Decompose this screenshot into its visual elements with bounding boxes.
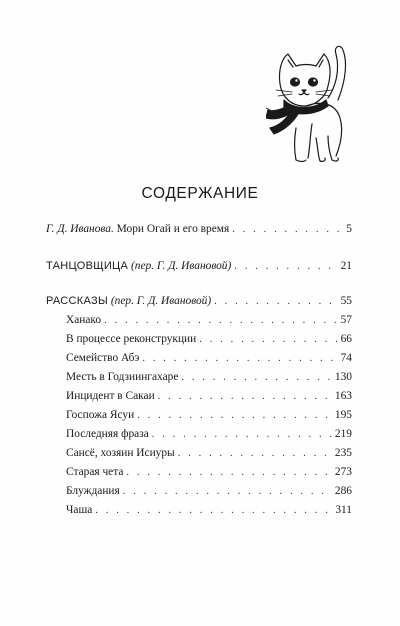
dot-leader: [232, 220, 343, 239]
dot-leader: [126, 463, 331, 482]
story-title: Семейство Абэ: [66, 352, 140, 364]
toc-entry-story[interactable]: [46, 330, 352, 349]
story-title: В процессе реконструкции: [66, 333, 197, 345]
page-number: 21: [340, 260, 352, 272]
page-number: 195: [334, 409, 352, 421]
story-title: Инцидент в Сакаи: [66, 390, 155, 402]
page-number: 57: [340, 314, 352, 326]
page-number: 163: [334, 390, 352, 402]
story-title: Месть в Годзиингахаре: [66, 371, 179, 383]
toc-entry-story[interactable]: [46, 482, 352, 501]
toc-entry-story[interactable]: [46, 425, 352, 444]
stories-title: РАССКАЗЫ: [46, 295, 108, 307]
dot-leader: [137, 406, 332, 425]
dot-leader: [104, 311, 338, 330]
page-number: 311: [335, 504, 352, 516]
toc-entry-story[interactable]: [46, 368, 352, 387]
dancer-translator: (пер. Г. Д. Ивановой): [130, 260, 232, 272]
toc-entry-story[interactable]: [46, 463, 352, 482]
story-title: Чаша: [66, 504, 93, 516]
stories-translator: (пер. Г. Д. Ивановой): [110, 295, 212, 307]
cat-with-scarf-illustration: [266, 40, 358, 164]
story-title: Старая чета: [66, 466, 124, 478]
story-title: Ханако: [66, 314, 102, 326]
dot-leader: [152, 425, 332, 444]
dot-leader: [142, 349, 337, 368]
page-number: 286: [334, 485, 352, 497]
page-number: 219: [334, 428, 352, 440]
story-title: Последняя фраза: [66, 428, 149, 440]
story-title: Блуждания: [66, 485, 120, 497]
dancer-title: ТАНЦОВЩИЦА: [46, 260, 129, 272]
toc-entry-stories[interactable]: [46, 292, 352, 311]
toc-entry-story[interactable]: [46, 406, 352, 425]
story-title: Сансё, хозяин Исиуры: [66, 447, 175, 459]
dot-leader: [214, 292, 337, 311]
toc-entry-story[interactable]: [46, 349, 352, 368]
page-number: 66: [340, 333, 352, 345]
dot-leader: [199, 330, 337, 349]
toc-entry-dancer[interactable]: [46, 257, 352, 276]
toc-entry-preface[interactable]: [46, 220, 352, 239]
dot-leader: [234, 257, 337, 276]
page-number: 5: [346, 223, 352, 235]
toc-entry-story[interactable]: [46, 311, 352, 330]
page-number: 273: [334, 466, 352, 478]
story-title: Госпожа Ясуи: [66, 409, 135, 421]
toc-entry-story[interactable]: [46, 444, 352, 463]
toc-entry-story[interactable]: [46, 501, 352, 520]
dot-leader: [123, 482, 332, 501]
table-of-contents: [46, 220, 352, 520]
dot-leader: [158, 387, 332, 406]
preface-author: Г. Д. Иванова.: [46, 223, 114, 235]
page-number: 235: [334, 447, 352, 459]
page-title: СОДЕРЖАНИЕ: [141, 185, 259, 202]
page-number: 55: [340, 295, 352, 307]
dot-leader: [95, 501, 332, 520]
page-number: 130: [334, 371, 352, 383]
dot-leader: [178, 444, 332, 463]
toc-entry-story[interactable]: [46, 387, 352, 406]
preface-title: Мори Огай и его время: [116, 223, 230, 235]
page-number: 74: [340, 352, 352, 364]
dot-leader: [181, 368, 332, 387]
